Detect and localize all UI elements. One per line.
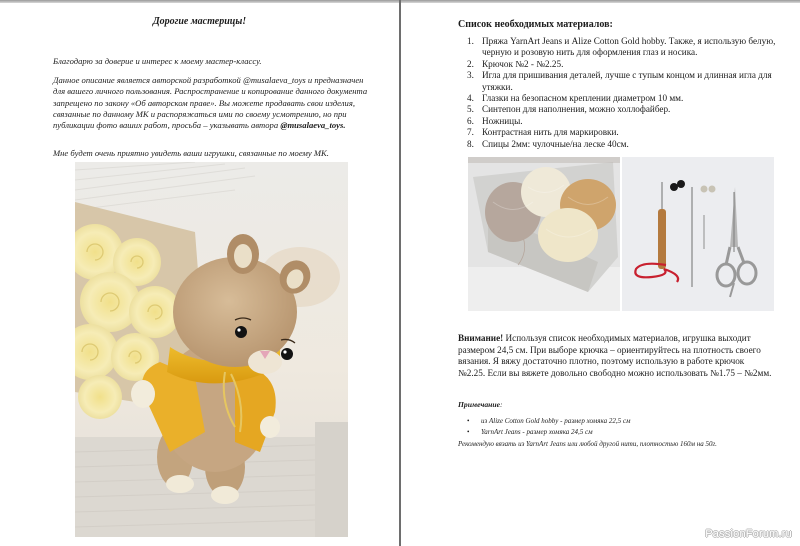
tools-photo	[622, 157, 774, 311]
item-number: 3.	[467, 70, 474, 81]
item-text: Крючок №2 - №2.25.	[482, 58, 564, 69]
recommendation-text: Рекомендую вязать из YarnArt Jeans или любой другой нити, плотностью 160м на 50г.	[458, 440, 717, 448]
item-text: Контрастная нить для маркировки.	[482, 127, 619, 138]
item-number: 6.	[467, 115, 474, 126]
list-item	[467, 36, 787, 59]
copyright-paragraph	[53, 75, 371, 131]
materials-title: Список необходимых материалов:	[458, 19, 613, 30]
item-number: 4.	[467, 93, 474, 104]
warning-paragraph	[458, 333, 773, 379]
note-item: • из Alize Cotton Gold hobby - размер хомяка 22,5 см	[467, 416, 630, 427]
item-text: Глазки на безопасном креплении диаметром 10 мм.	[482, 93, 684, 104]
item-number: 5.	[467, 104, 474, 115]
greeting-title: Дорогие мастерицы!	[152, 16, 247, 27]
list-item	[467, 59, 787, 70]
yarn-box-photo	[468, 157, 620, 311]
note-title-text: Примечание	[458, 400, 500, 409]
watermark: PassionForum.ru	[705, 528, 792, 540]
item-text: Игла для пришивания деталей, лучше с тупым концом и длинная игла для утяжки.	[482, 70, 772, 92]
closing-paragraph: Мне будет очень приятно увидеть ваши игрушки, связанные по моему МК.	[53, 148, 329, 158]
warning-label: Внимание!	[458, 333, 504, 343]
note-colon: :	[500, 400, 503, 409]
right-page	[401, 3, 800, 546]
notes-list	[467, 416, 630, 438]
note-item: • YarnArt Jeans - размер хомяка 24,5 см	[467, 427, 630, 438]
copyright-text: Данное описание является авторской разработкой @musalaeva_toys и предназначен для вашего личного пользования. Распространение и копирование данного документа запрещено по закону «Об авторском праве». Вы можете продавать свои изделия, связанные по данному МК и распоряжаться ими по своему усмотрению, но при публикации фото ваших работ, просьба – указывать автора	[53, 75, 368, 131]
item-number: 8.	[467, 138, 474, 149]
hamster-photo	[75, 162, 348, 537]
author-handle: @musalaeva_toys.	[280, 120, 346, 131]
item-number: 2.	[467, 58, 474, 69]
left-page	[0, 3, 399, 546]
item-text: Пряжа YarnArt Jeans и Alize Cotton Gold hobby. Также, я использую белую, черную и розовую нить для оформления глаз и носика.	[482, 36, 776, 58]
item-number: 1.	[467, 36, 474, 46]
list-item	[467, 139, 787, 150]
materials-list	[467, 36, 787, 150]
item-text: Синтепон для наполнения, можно холлофайбер.	[482, 104, 671, 115]
note-title	[458, 400, 503, 409]
intro-paragraph: Благодарю за доверие и интерес к моему мастер-классу.	[53, 56, 262, 66]
list-item	[467, 93, 787, 104]
list-item	[467, 70, 787, 93]
list-item	[467, 104, 787, 115]
item-text: Ножницы.	[482, 115, 523, 126]
item-text: Спицы 2мм: чулочные/на леске 40см.	[482, 138, 629, 149]
item-number: 7.	[467, 127, 474, 138]
warning-text: Используя список необходимых материалов, игрушка выходит размером 24,5 см. При выборе крючка – ориентируйтесь на плотность своего вязания. Я вяжу достаточно плотно, поэтому использую в работе крючок №2.25. Если вы вяжете довольно свободно можно использовать №1.75 – №2мм.	[458, 333, 772, 378]
list-item	[467, 127, 787, 138]
list-item	[467, 116, 787, 127]
